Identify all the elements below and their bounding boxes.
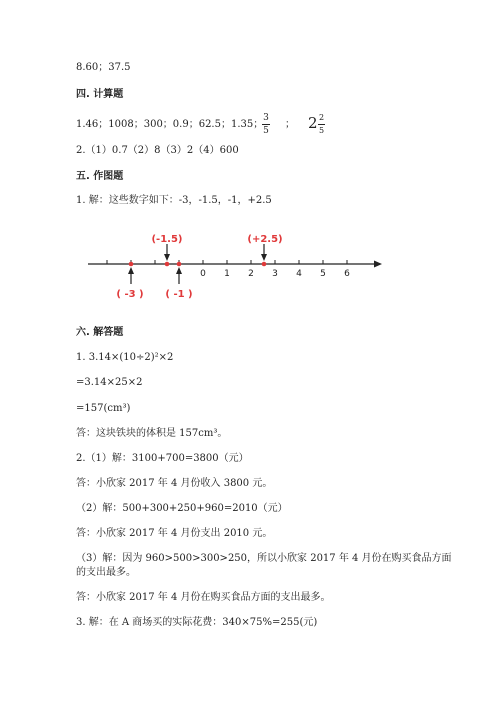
point-neg-1-5 [165, 262, 170, 267]
calculation-answers: 1.46；1008；300；0.9；62.5；1.35； [76, 119, 264, 130]
separator: ； [285, 119, 295, 130]
section-heading-4: 四. 计算题 [76, 89, 124, 100]
solution-line-6b: 的支出最多。 [76, 567, 136, 578]
mixed-numerator: 2 [318, 113, 325, 122]
solution-answer-4: 答：小欣家 2017 年 4 月份在购买食品方面的支出最多。 [76, 592, 331, 603]
fraction-numerator: 3 [263, 113, 269, 123]
solution-line-5: （2）解：500+300+250+960=2010（元） [76, 503, 288, 514]
arrow-down-icon [261, 254, 267, 261]
solution-line-7: 3. 解：在 A 商场买的实际花费：340×75%=255(元) [76, 617, 318, 628]
fraction-denominator: 5 [263, 126, 269, 136]
solution-line-6a: （3）解：因为 960>500>300>250，所以小欣家 2017 年 4 月份在购买食品方面 [76, 553, 452, 564]
label-neg-1-5: (-1.5) [151, 234, 183, 245]
mixed-denominator: 5 [318, 126, 325, 135]
arrow-up-icon [128, 267, 134, 274]
solution-line-4: 2.（1）解：3100+700=3800（元） [76, 453, 249, 464]
label-neg-3: ( -3 ) [116, 289, 144, 300]
tick-label-2: 2 [248, 269, 254, 279]
tick-label-0: 0 [200, 269, 206, 279]
solution-answer-3: 答：小欣家 2017 年 4 月份支出 2010 元。 [76, 528, 273, 539]
solution-answer-2: 答：小欣家 2017 年 4 月份收入 3800 元。 [76, 478, 273, 489]
arrow-up-icon [176, 267, 182, 274]
solution-line-3: =157(cm³) [76, 403, 131, 414]
arrow-down-icon [164, 254, 170, 261]
mixed-whole: 2 [308, 114, 318, 132]
label-neg-1: ( -1 ) [165, 289, 193, 300]
tick-label-1: 1 [224, 269, 230, 279]
section-heading-6: 六. 解答题 [76, 327, 124, 338]
answer-line-1: 8.60；37.5 [76, 62, 131, 73]
solution-answer-1: 答：这块铁块的体积是 157cm³。 [76, 428, 228, 439]
label-pos-2-5: (+2.5) [247, 234, 283, 245]
tick-label-4: 4 [296, 269, 302, 279]
axis-arrow-icon [374, 261, 382, 268]
solution-line-2: =3.14×25×2 [76, 377, 143, 388]
point-pos-2-5 [262, 262, 267, 267]
point-neg-1 [177, 262, 182, 267]
section-heading-5: 五. 作图题 [76, 171, 124, 182]
calculation-line-2: 2.（1）0.7（2）8（3）2（4）600 [76, 145, 239, 156]
drawing-answer: 1. 解：这些数字如下：-3，-1.5，-1，+2.5 [76, 195, 272, 206]
tick-label-3: 3 [272, 269, 278, 279]
solution-line-1: 1. 3.14×(10÷2)²×2 [76, 352, 174, 363]
tick-label-6: 6 [344, 269, 350, 279]
tick-label-5: 5 [320, 269, 326, 279]
point-neg-3 [129, 262, 134, 267]
